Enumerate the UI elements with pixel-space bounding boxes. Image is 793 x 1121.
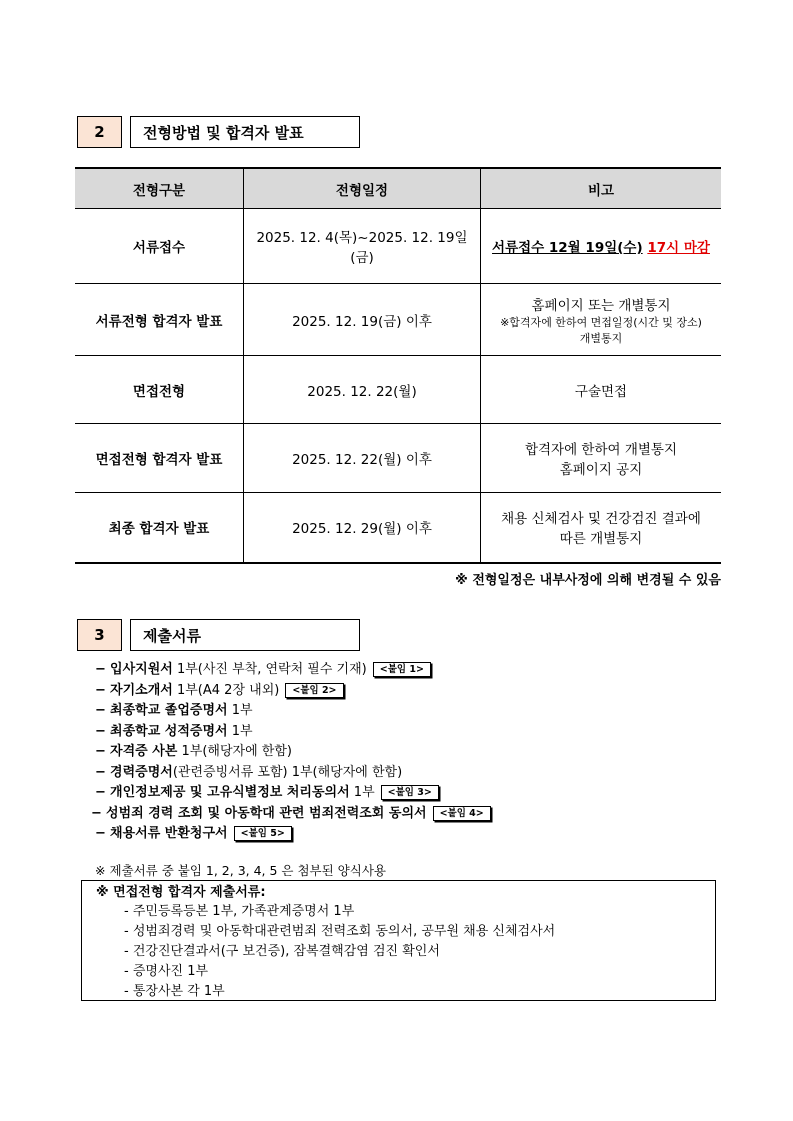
row-note bbox=[481, 209, 722, 284]
document-name: 최종학교 성적증명서 bbox=[110, 723, 228, 739]
box-title: ※ 면접전형 합격자 제출서류: bbox=[96, 885, 266, 900]
document-name: 채용서류 반환청구서 bbox=[110, 826, 228, 841]
document-detail: 1부(해당자에 한함) bbox=[177, 744, 292, 759]
note-line: 홈페이지 공지 bbox=[559, 462, 643, 478]
table-row bbox=[75, 209, 721, 284]
dash: − bbox=[95, 785, 106, 800]
row-note bbox=[481, 424, 722, 493]
column-header: 전형일정 bbox=[244, 168, 481, 209]
list-item bbox=[95, 763, 491, 784]
section-3-header bbox=[77, 619, 360, 651]
list-item bbox=[95, 824, 491, 845]
section-title: 제출서류 bbox=[130, 619, 360, 651]
schedule-table bbox=[75, 167, 721, 564]
row-category: 서류전형 합격자 발표 bbox=[75, 284, 244, 356]
dash: − bbox=[95, 744, 106, 759]
schedule-footnote: ※ 전형일정은 내부사정에 의해 변경될 수 있음 bbox=[455, 573, 721, 588]
note-line: 개별통지 bbox=[579, 331, 623, 345]
document-name: 경력증명서 bbox=[110, 764, 173, 780]
attachment-tag: <붙임 2> bbox=[285, 683, 343, 698]
list-item bbox=[91, 804, 491, 825]
row-date: 2025. 12. 22(월) 이후 bbox=[244, 424, 481, 493]
list-item bbox=[95, 722, 491, 743]
document-detail: (관련증빙서류 포함) 1부(해당자에 한함) bbox=[172, 764, 403, 780]
row-date: 2025. 12. 4(목)~2025. 12. 19일(금) bbox=[244, 209, 481, 284]
row-note: 구술면접 bbox=[481, 356, 722, 424]
row-note bbox=[481, 284, 722, 356]
table-row bbox=[75, 356, 721, 424]
row-date: 2025. 12. 22(월) bbox=[244, 356, 481, 424]
list-item bbox=[95, 701, 491, 722]
document-detail: 1부(A4 2장 내외) bbox=[172, 682, 280, 698]
section-title: 전형방법 및 합격자 발표 bbox=[130, 116, 360, 148]
dash: − bbox=[95, 764, 106, 780]
interview-documents-box bbox=[81, 880, 716, 1001]
dash: − bbox=[91, 805, 102, 821]
document-name: 개인정보제공 및 고유식별정보 처리동의서 bbox=[110, 785, 350, 800]
row-category: 면접전형 합격자 발표 bbox=[75, 424, 244, 493]
row-date: 2025. 12. 29(월) 이후 bbox=[244, 493, 481, 563]
list-item: - 성범죄경력 및 아동학대관련범죄 전력조회 동의서, 공무원 채용 신체검사서 bbox=[124, 924, 556, 939]
note-line: 채용 신체검사 및 건강검진 결과에 bbox=[501, 511, 701, 528]
list-item bbox=[95, 783, 491, 804]
row-date: 2025. 12. 19(금) 이후 bbox=[244, 284, 481, 356]
attachment-tag: <붙임 4> bbox=[433, 806, 491, 821]
row-note bbox=[481, 493, 722, 563]
dash: − bbox=[95, 682, 106, 698]
dash: − bbox=[95, 703, 106, 718]
note-line: ※합격자에 한하여 면접일정(시간 및 장소) bbox=[500, 315, 702, 329]
column-header: 전형구분 bbox=[75, 168, 244, 209]
table-row bbox=[75, 424, 721, 493]
document-name: 입사지원서 bbox=[110, 662, 173, 677]
table-row bbox=[75, 493, 721, 563]
note-line: 홈페이지 또는 개별통지 bbox=[531, 297, 671, 314]
row-category: 최종 합격자 발표 bbox=[75, 493, 244, 563]
list-item: - 건강진단결과서(구 보건증), 잠복결핵감염 검진 확인서 bbox=[124, 944, 440, 959]
list-item: - 주민등록등본 1부, 가족관계증명서 1부 bbox=[124, 904, 355, 919]
note-line: 따른 개별통지 bbox=[559, 531, 643, 548]
attachment-tag: <붙임 1> bbox=[373, 662, 431, 677]
table-header-row bbox=[75, 168, 721, 209]
attachment-tag: <붙임 5> bbox=[234, 826, 292, 841]
list-item: - 증명사진 1부 bbox=[124, 964, 209, 979]
column-header: 비고 bbox=[481, 168, 722, 209]
document-list bbox=[91, 660, 491, 845]
section-2-header bbox=[77, 116, 360, 148]
document-detail: 1부 bbox=[227, 723, 253, 739]
section-number: 2 bbox=[77, 116, 122, 148]
form-note: ※ 제출서류 중 붙임 1, 2, 3, 4, 5 은 첨부된 양식사용 bbox=[95, 863, 386, 878]
document-detail: 1부 bbox=[349, 785, 375, 800]
list-item bbox=[95, 660, 491, 681]
document-detail: 1부 bbox=[227, 703, 253, 718]
list-item bbox=[95, 681, 491, 702]
document-name: 자격증 사본 bbox=[110, 744, 178, 759]
row-category: 서류접수 bbox=[75, 209, 244, 284]
dash: − bbox=[95, 723, 106, 739]
note-line: 합격자에 한하여 개별통지 bbox=[524, 442, 678, 458]
row-category: 면접전형 bbox=[75, 356, 244, 424]
attachment-tag: <붙임 3> bbox=[381, 785, 439, 800]
deadline-text: 서류접수 12월 19일(수) bbox=[492, 240, 643, 256]
document-detail: 1부(사진 부착, 연락처 필수 기재) bbox=[172, 662, 367, 677]
list-item bbox=[95, 742, 491, 763]
document-name: 성범죄 경력 조회 및 아동학대 관련 범죄전력조회 동의서 bbox=[106, 805, 427, 821]
document-name: 최종학교 졸업증명서 bbox=[110, 703, 228, 718]
dash: − bbox=[95, 826, 106, 841]
document-name: 자기소개서 bbox=[110, 682, 173, 698]
table-row bbox=[75, 284, 721, 356]
list-item: - 통장사본 각 1부 bbox=[124, 984, 225, 999]
dash: − bbox=[95, 662, 106, 677]
deadline-time: 17시 마감 bbox=[647, 240, 710, 256]
section-number: 3 bbox=[77, 619, 122, 651]
